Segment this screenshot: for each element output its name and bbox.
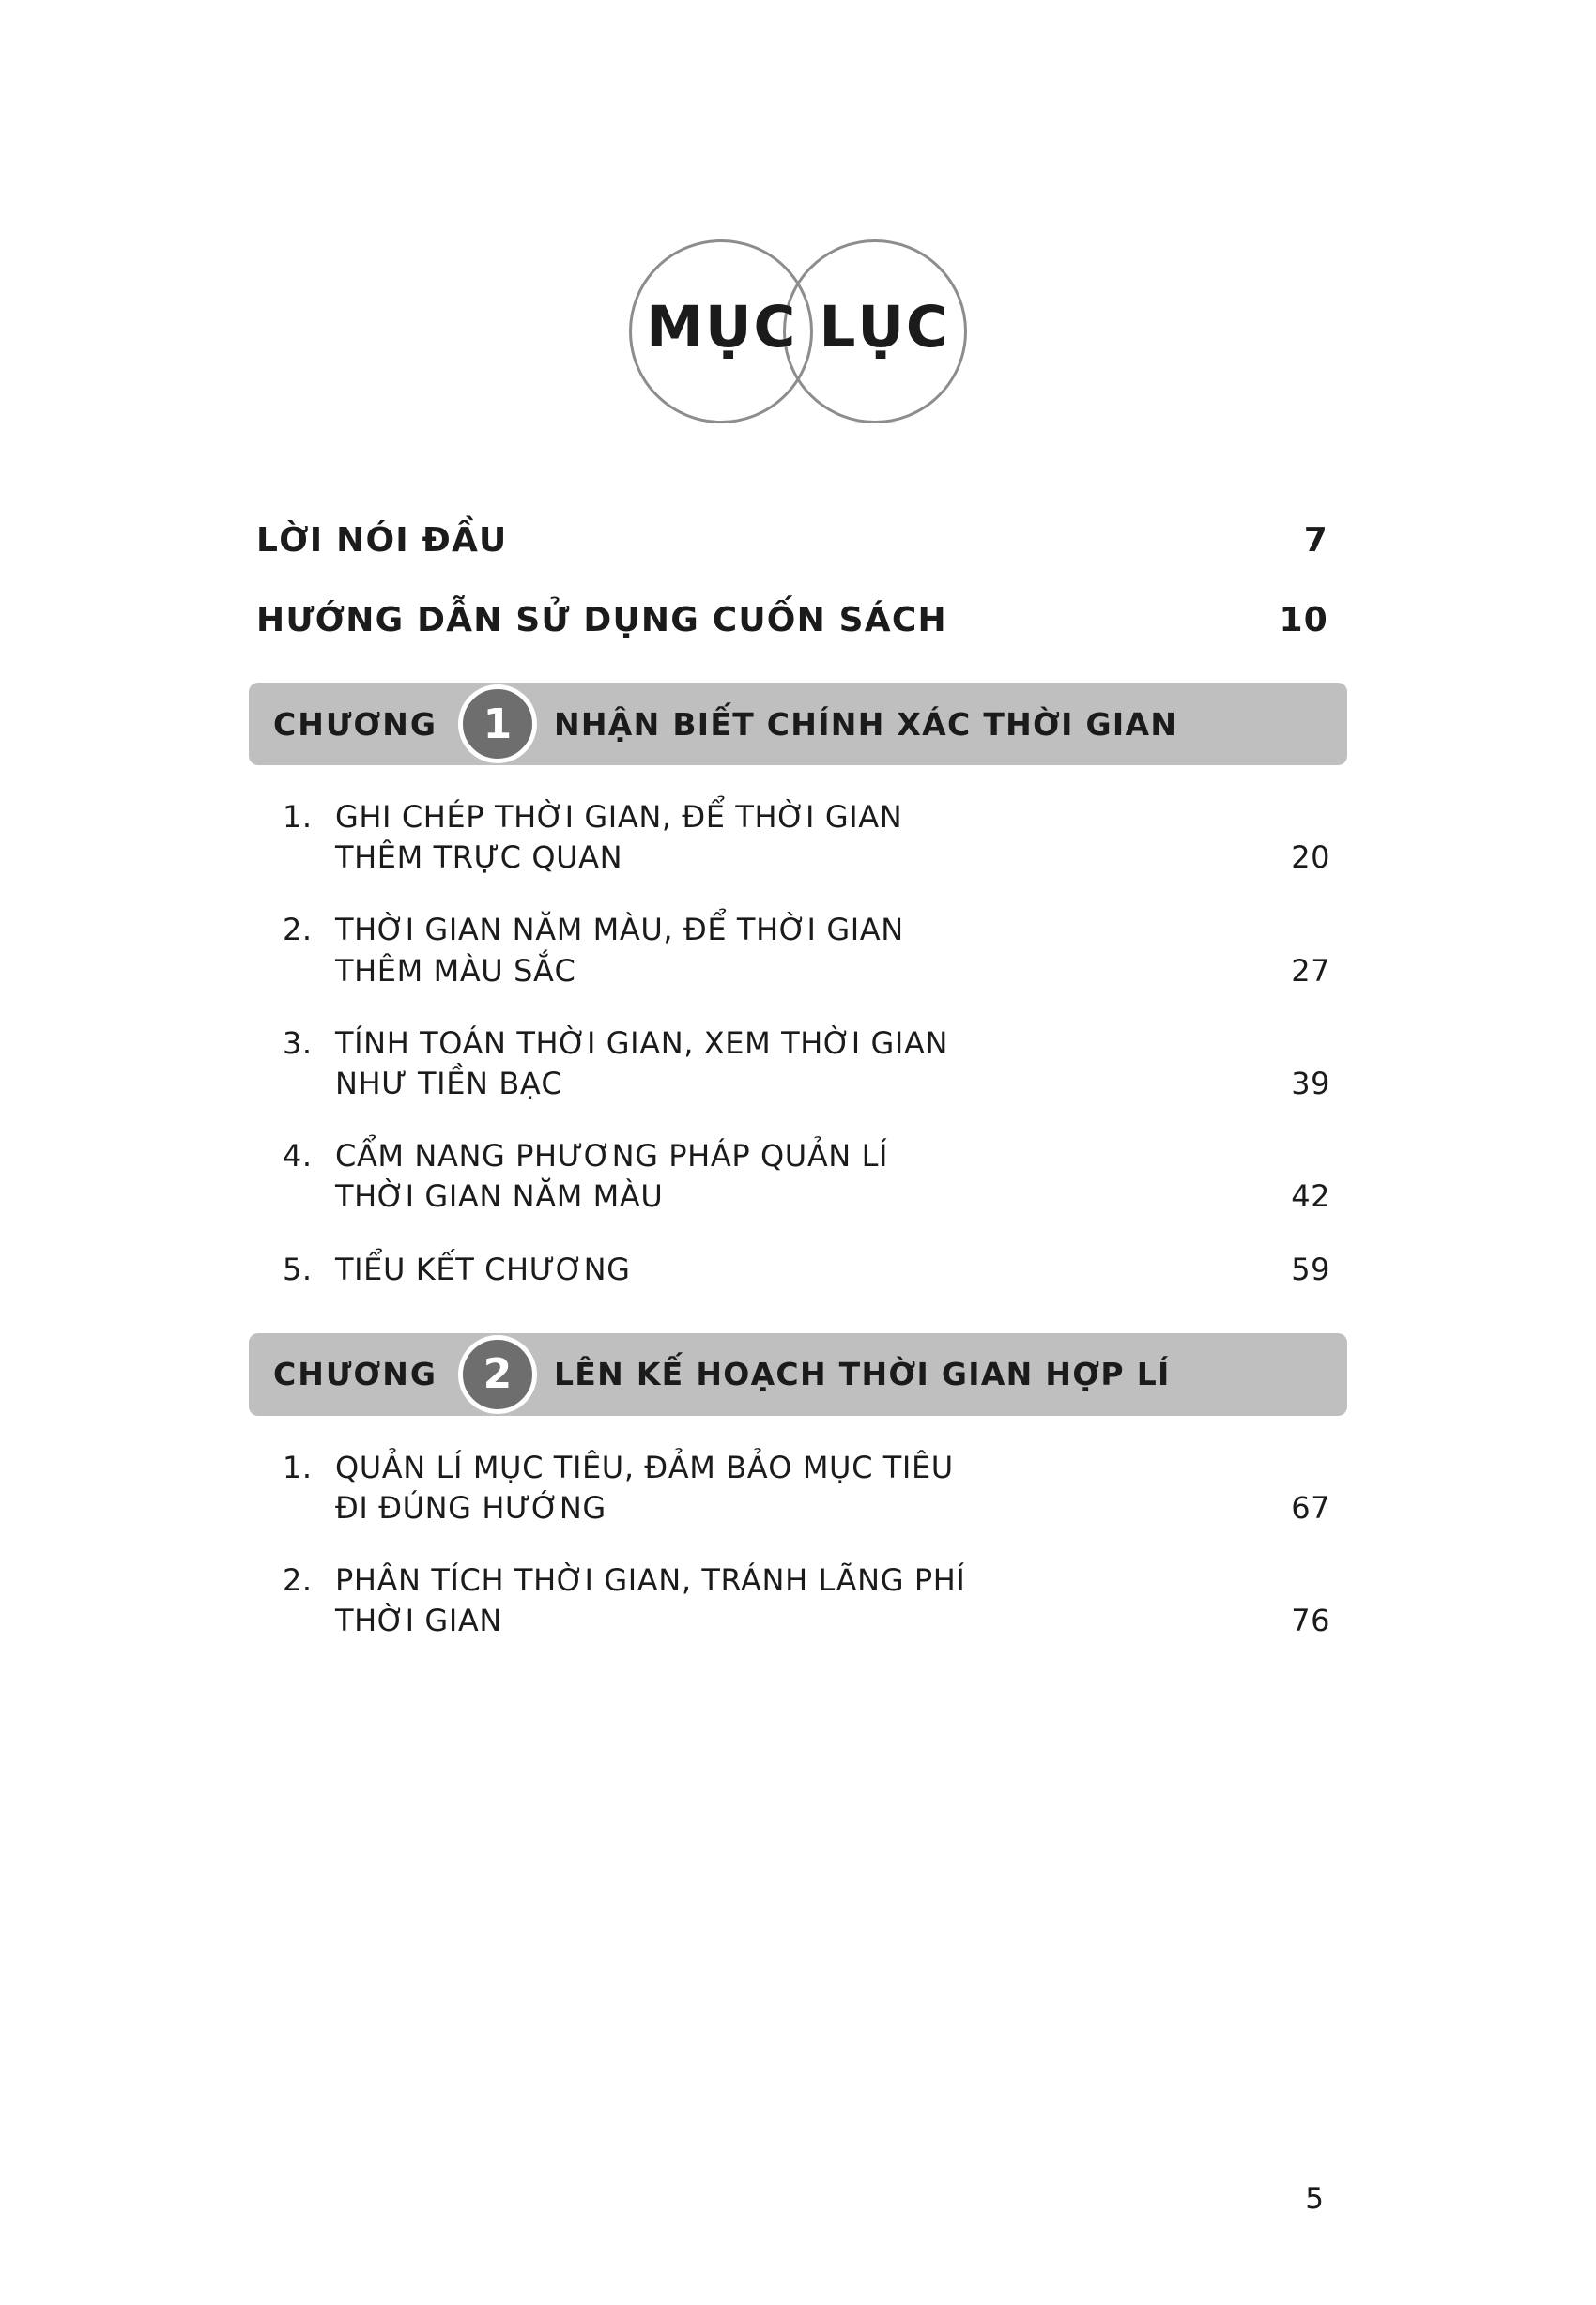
toc-entry[interactable] xyxy=(277,1136,1330,1217)
chapter-title: NHẬN BIẾT CHÍNH XÁC THỜI GIAN xyxy=(553,705,1178,743)
entry-page-number: 27 xyxy=(1291,952,1330,989)
entry-page-number: 59 xyxy=(1291,1251,1330,1287)
chapter-1-entries xyxy=(249,797,1347,1290)
entry-page-number: 39 xyxy=(1291,1065,1330,1101)
entry-page-number: 67 xyxy=(1291,1489,1330,1526)
chapter-number-badge: 2 xyxy=(458,1335,537,1414)
title-block xyxy=(249,239,1347,521)
chapter-number-badge: 1 xyxy=(458,684,537,763)
chapter-banner-2[interactable] xyxy=(249,1333,1347,1416)
chapter-title: LÊN KẾ HOẠCH THỜI GIAN HỢP LÍ xyxy=(553,1356,1171,1393)
front-matter-list xyxy=(249,521,1347,639)
entry-number: 2. xyxy=(283,1562,313,1599)
entry-title-continued: NHƯ TIỀN BẠC xyxy=(335,1065,563,1101)
entry-title: CẨM NANG PHƯƠNG PHÁP QUẢN LÍ xyxy=(335,1138,889,1175)
entry-title: GHI CHÉP THỜI GIAN, ĐỂ THỜI GIAN xyxy=(335,799,903,835)
page-folio: 5 xyxy=(1305,2182,1324,2216)
entry-number: 1. xyxy=(283,799,313,835)
toc-entry[interactable] xyxy=(277,910,1330,991)
entry-title: QUẢN LÍ MỤC TIÊU, ĐẢM BẢO MỤC TIÊU xyxy=(335,1449,954,1485)
entry-title: PHÂN TÍCH THỜI GIAN, TRÁNH LÃNG PHÍ xyxy=(335,1562,966,1599)
page-title: MỤC LỤC xyxy=(646,294,950,361)
entry-page-number: 76 xyxy=(1291,1603,1330,1639)
front-matter-page: 10 xyxy=(1279,601,1328,639)
chapter-label: CHƯƠNG xyxy=(273,705,437,743)
entry-title-continued: THÊM TRỰC QUAN xyxy=(335,839,623,876)
front-matter-row[interactable] xyxy=(249,521,1347,560)
toc-entry[interactable] xyxy=(277,797,1330,878)
chapter-banner-1[interactable] xyxy=(249,683,1347,765)
chapter-label: CHƯƠNG xyxy=(273,1356,437,1393)
toc-entry[interactable] xyxy=(277,1560,1330,1641)
front-matter-page: 7 xyxy=(1303,521,1328,560)
toc-entry[interactable] xyxy=(277,1448,1330,1529)
entry-number: 5. xyxy=(283,1251,313,1287)
entry-title: THỜI GIAN NĂM MÀU, ĐỂ THỜI GIAN xyxy=(335,912,904,948)
entry-number: 4. xyxy=(283,1138,313,1175)
toc-entry[interactable] xyxy=(277,1250,1330,1290)
chapter-2-entries xyxy=(249,1448,1347,1642)
front-matter-label: HƯỚNG DẪN SỬ DỤNG CUỐN SÁCH xyxy=(256,601,947,639)
entry-number: 1. xyxy=(283,1449,313,1485)
toc-page xyxy=(0,239,1596,2305)
entry-number: 2. xyxy=(283,912,313,948)
entry-title: TIỂU KẾT CHƯƠNG xyxy=(335,1251,631,1287)
entry-title-continued: ĐI ĐÚNG HƯỚNG xyxy=(335,1489,606,1526)
entry-number: 3. xyxy=(283,1024,313,1061)
entry-title-continued: THÊM MÀU SẮC xyxy=(335,952,576,989)
entry-title-continued: THỜI GIAN NĂM MÀU xyxy=(335,1178,664,1215)
front-matter-row[interactable] xyxy=(249,601,1347,639)
toc-entry[interactable] xyxy=(277,1023,1330,1104)
entry-title-continued: THỜI GIAN xyxy=(335,1603,502,1639)
front-matter-label: LỜI NÓI ĐẦU xyxy=(256,521,508,560)
entry-title: TÍNH TOÁN THỜI GIAN, XEM THỜI GIAN xyxy=(335,1024,948,1061)
entry-page-number: 42 xyxy=(1291,1178,1330,1215)
entry-page-number: 20 xyxy=(1291,839,1330,876)
